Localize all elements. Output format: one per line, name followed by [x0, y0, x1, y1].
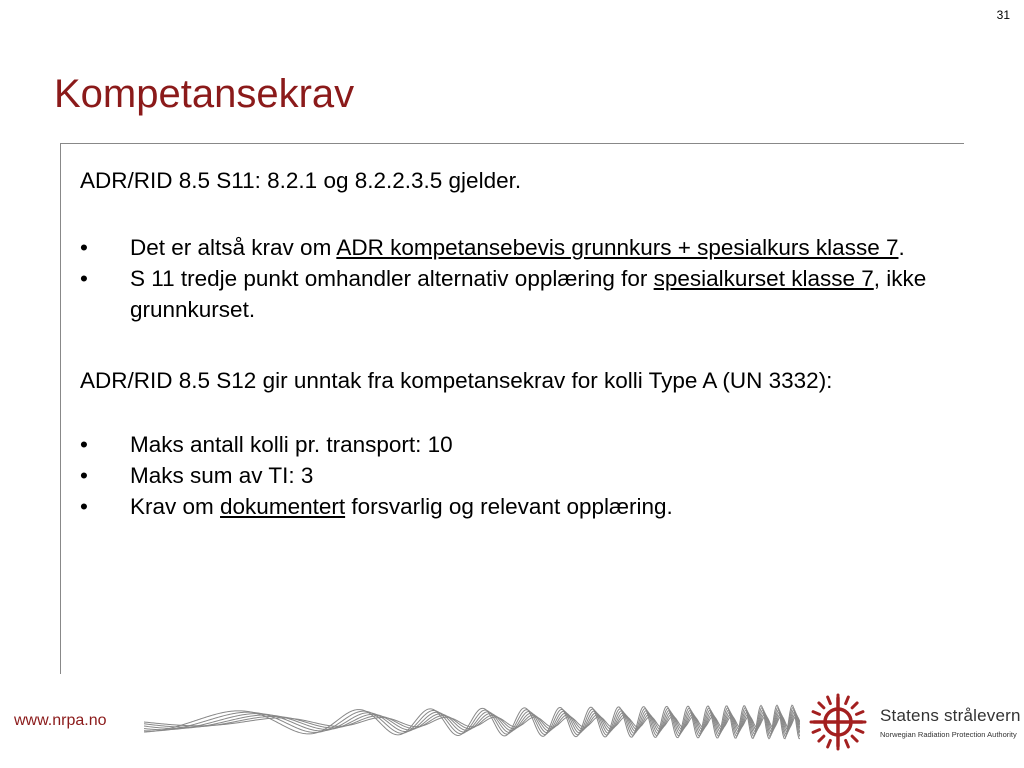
logo-subtitle: Norwegian Radiation Protection Authority [880, 730, 1017, 739]
bullet-text-pre: Det er altså krav om [130, 235, 337, 260]
bullet-list-s11 [80, 232, 960, 325]
slide-body [80, 165, 960, 522]
list-item [80, 429, 960, 460]
bullet-text: Maks antall kolli pr. transport: 10 [130, 432, 453, 457]
bullet-dot: • [80, 494, 88, 519]
paragraph-s12: ADR/RID 8.5 S12 gir unntak fra kompetansekrav for kolli Type A (UN 3332): [80, 368, 833, 393]
bullet-text-post: forsvarlig og relevant opplæring. [345, 494, 673, 519]
list-item [80, 491, 960, 522]
list-item [80, 460, 960, 491]
paragraph-s11: ADR/RID 8.5 S11: 8.2.1 og 8.2.2.3.5 gjelder. [80, 168, 522, 193]
list-item [80, 232, 960, 263]
page-title: Kompetansekrav [54, 72, 355, 116]
logo-name: Statens strålevern [880, 706, 1021, 725]
list-item [80, 263, 960, 325]
bullet-link-adr-course[interactable]: ADR kompetansebevis grunnkurs + spesialkurs klasse 7 [336, 235, 899, 260]
content-left-rule [60, 143, 61, 674]
slide-number: 31 [996, 8, 1010, 22]
bullet-dot: • [80, 266, 88, 291]
footer-url-link[interactable]: www.nrpa.no [14, 712, 107, 729]
radiation-sun-icon [806, 690, 870, 754]
radiation-wave-icon [144, 694, 800, 750]
bullet-text-post: . [898, 235, 905, 260]
bullet-dot: • [80, 463, 88, 488]
bullet-text-pre: S 11 tredje punkt omhandler alternativ opplæring for [130, 266, 654, 291]
bullet-text: Maks sum av TI: 3 [130, 463, 314, 488]
bullet-link-documented[interactable]: dokumentert [220, 494, 346, 519]
bullet-list-s12 [80, 429, 960, 522]
bullet-dot: • [80, 235, 88, 260]
bullet-text-pre: Krav om [130, 494, 221, 519]
bullet-text-post: , ikke grunnkurset. [130, 266, 927, 322]
bullet-dot: • [80, 432, 88, 457]
bullet-link-special-course[interactable]: spesialkurset klasse 7 [653, 266, 874, 291]
title-underline-rule [60, 143, 964, 144]
